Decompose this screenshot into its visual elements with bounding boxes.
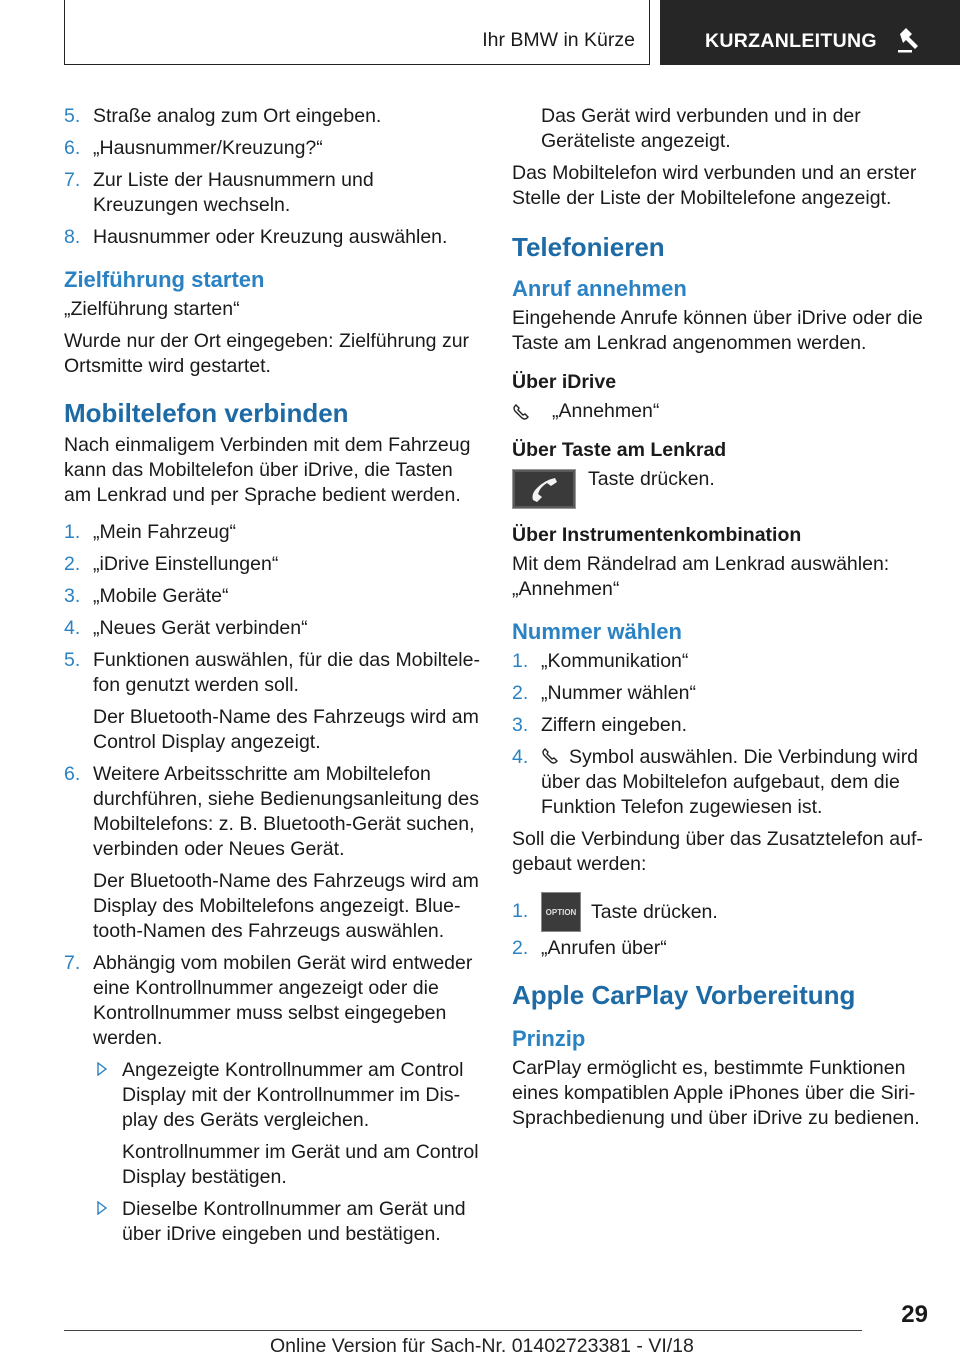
paragraph: CarPlay ermöglicht es, bestimmte Funktionen eines kompatiblen Apple iPhones über die Siri-Sprachbedienung und über iDrive zu bedienen. bbox=[512, 1056, 920, 1129]
list-item: 1. „Mein Fahrzeug“ bbox=[64, 521, 237, 543]
list-item: 2. „Anrufen über“ bbox=[512, 936, 667, 959]
paragraph: Mit dem Rändelrad am Lenkrad auswählen: „Annehmen“ bbox=[512, 553, 890, 600]
right-column bbox=[512, 104, 928, 1138]
steering-wheel-phone-button bbox=[512, 469, 576, 509]
handset-icon bbox=[513, 470, 575, 508]
option-steps-list bbox=[512, 889, 928, 961]
footer-divider bbox=[64, 1330, 862, 1331]
heading-nummer-waehlen: Nummer wählen bbox=[512, 619, 682, 644]
header-section-title: Ihr BMW in Kürze bbox=[482, 29, 635, 51]
heading-anruf-annehmen: Anruf annehmen bbox=[512, 276, 687, 301]
heading-mobiltelefon: Mobiltelefon verbinden bbox=[64, 398, 349, 428]
heading-carplay: Apple CarPlay Vorbereitung bbox=[512, 979, 856, 1010]
bullet-item: Dieselbe Kontrollnummer am Gerät und über iDrive eingeben und bestätigen. bbox=[93, 1197, 480, 1247]
paragraph: Eingehende Anrufe können über iDrive oder die Taste am Lenkrad angenommen werden. bbox=[512, 307, 923, 354]
list-item: 1. „Kommunikation“ bbox=[512, 650, 689, 672]
heading-ueber-instrument: Über Instrumentenkombination bbox=[512, 524, 802, 546]
header-section bbox=[64, 0, 650, 65]
list-item: 5. Straße analog zum Ort eingeben. bbox=[64, 105, 382, 127]
idrive-accept-row: „Annehmen“ bbox=[512, 399, 928, 424]
heading-telefonieren: Telefonieren bbox=[512, 232, 665, 262]
header-chapter bbox=[660, 0, 960, 65]
paragraph: Soll die Verbindung über das Zusatztelefon aufgebaut werden: bbox=[512, 828, 923, 875]
footer-text: Online Version für Sach-Nr. 01402723381 - VI/18 bbox=[270, 1335, 694, 1357]
option-button: OPTION bbox=[541, 892, 581, 932]
heading-ueber-idrive: Über iDrive bbox=[512, 371, 617, 393]
list-item: 4. Symbol auswählen. Die Verbindung wird über das Mobiltelefon aufgebaut, dem die Funktion Telefon zugewiesen ist. bbox=[512, 746, 919, 818]
paragraph: Das Gerät wird verbunden und in der Geräteliste angezeigt. bbox=[541, 105, 861, 152]
check-options-list bbox=[93, 1058, 480, 1247]
bullet-item: Angezeigte Kontrollnummer am Control Display mit der Kontrollnummer im Display des Geräts vergleichen. Kontrollnummer im Gerät und am Control Display bestätigen. bbox=[93, 1058, 480, 1190]
quick-guide-icon bbox=[896, 28, 922, 54]
header-chapter-title: KURZANLEITUNG bbox=[705, 30, 877, 52]
list-item: 3. „Mobile Geräte“ bbox=[64, 585, 229, 607]
heading-prinzip: Prinzip bbox=[512, 1025, 586, 1051]
phone-icon bbox=[541, 747, 563, 765]
list-item: 1. OPTION Taste drücken. bbox=[512, 889, 928, 934]
triangle-bullet-icon bbox=[97, 1201, 107, 1215]
phone-icon bbox=[512, 403, 534, 421]
paragraph: Das Mobiltelefon wird verbunden und an erster Stelle der Liste der Mobiltelefone angezeigt. bbox=[512, 162, 917, 209]
list-item: 5. Funktionen auswählen, für die das Mobiltelefon genutzt werden soll. Der Bluetooth-Name des Fahrzeugs wird am Control Display angezeigt. bbox=[64, 649, 480, 753]
left-column bbox=[64, 104, 480, 1254]
list-item: 2. „iDrive Einstellungen“ bbox=[64, 553, 279, 575]
paragraph: Nach einmaligem Verbinden mit dem Fahrzeug kann das Mobiltelefon über iDrive, die Tasten am Lenkrad und per Sprache bedient werden. bbox=[64, 434, 471, 506]
address-steps-list bbox=[64, 104, 480, 250]
list-item: 2. „Nummer wählen“ bbox=[512, 682, 696, 704]
list-item: 3. Ziffern eingeben. bbox=[512, 714, 687, 736]
page-number: 29 bbox=[901, 1301, 928, 1328]
list-item: 6. Weitere Arbeitsschritte am Mobiltelefon durchführen, siehe Bedienungsanleitung des Mobiltelefons: z. B. Bluetooth-Gerät suchen, verbinden oder Neues Gerät. Der Bluetooth-Name des Fahrzeugs wird am Display des Mobiltelefons angezeigt. Bluetooth-Namen des Fahrzeugs auswählen. bbox=[64, 763, 479, 942]
pairing-steps-list bbox=[64, 520, 480, 1247]
list-item: 7. Zur Liste der Hausnummern und Kreuzungen wechseln. bbox=[64, 169, 374, 216]
heading-ueber-taste: Über Taste am Lenkrad bbox=[512, 439, 727, 461]
paragraph: Wurde nur der Ort eingegeben: Zielführung zur Ortsmitte wird gestartet. bbox=[64, 330, 470, 377]
steering-button-row: Taste drücken. bbox=[512, 467, 928, 509]
triangle-bullet-icon bbox=[97, 1062, 107, 1076]
list-item: 7. Abhängig vom mobilen Gerät wird entweder eine Kontrollnummer angezeigt oder die Kontrollnummer muss selbst eingegeben werden. Angezeigte Kontrollnummer am Control Display mit der Kontrollnummer im Display des Geräts vergleichen. Kontrollnummer im Gerät und am Control Display bestätigen. Dieselbe Kontrollnummer am Gerät und über iDrive eingeben und bestätigen. bbox=[64, 952, 479, 1245]
dial-steps-list bbox=[512, 649, 928, 820]
heading-zielfuehrung: Zielführung starten bbox=[64, 267, 265, 292]
list-item: 6. „Hausnummer/Kreuzung?“ bbox=[64, 137, 323, 159]
list-item: 4. „Neues Gerät verbinden“ bbox=[64, 617, 308, 639]
list-item: 8. Hausnummer oder Kreuzung auswählen. bbox=[64, 226, 448, 248]
paragraph: „Zielführung starten“ bbox=[64, 298, 240, 320]
